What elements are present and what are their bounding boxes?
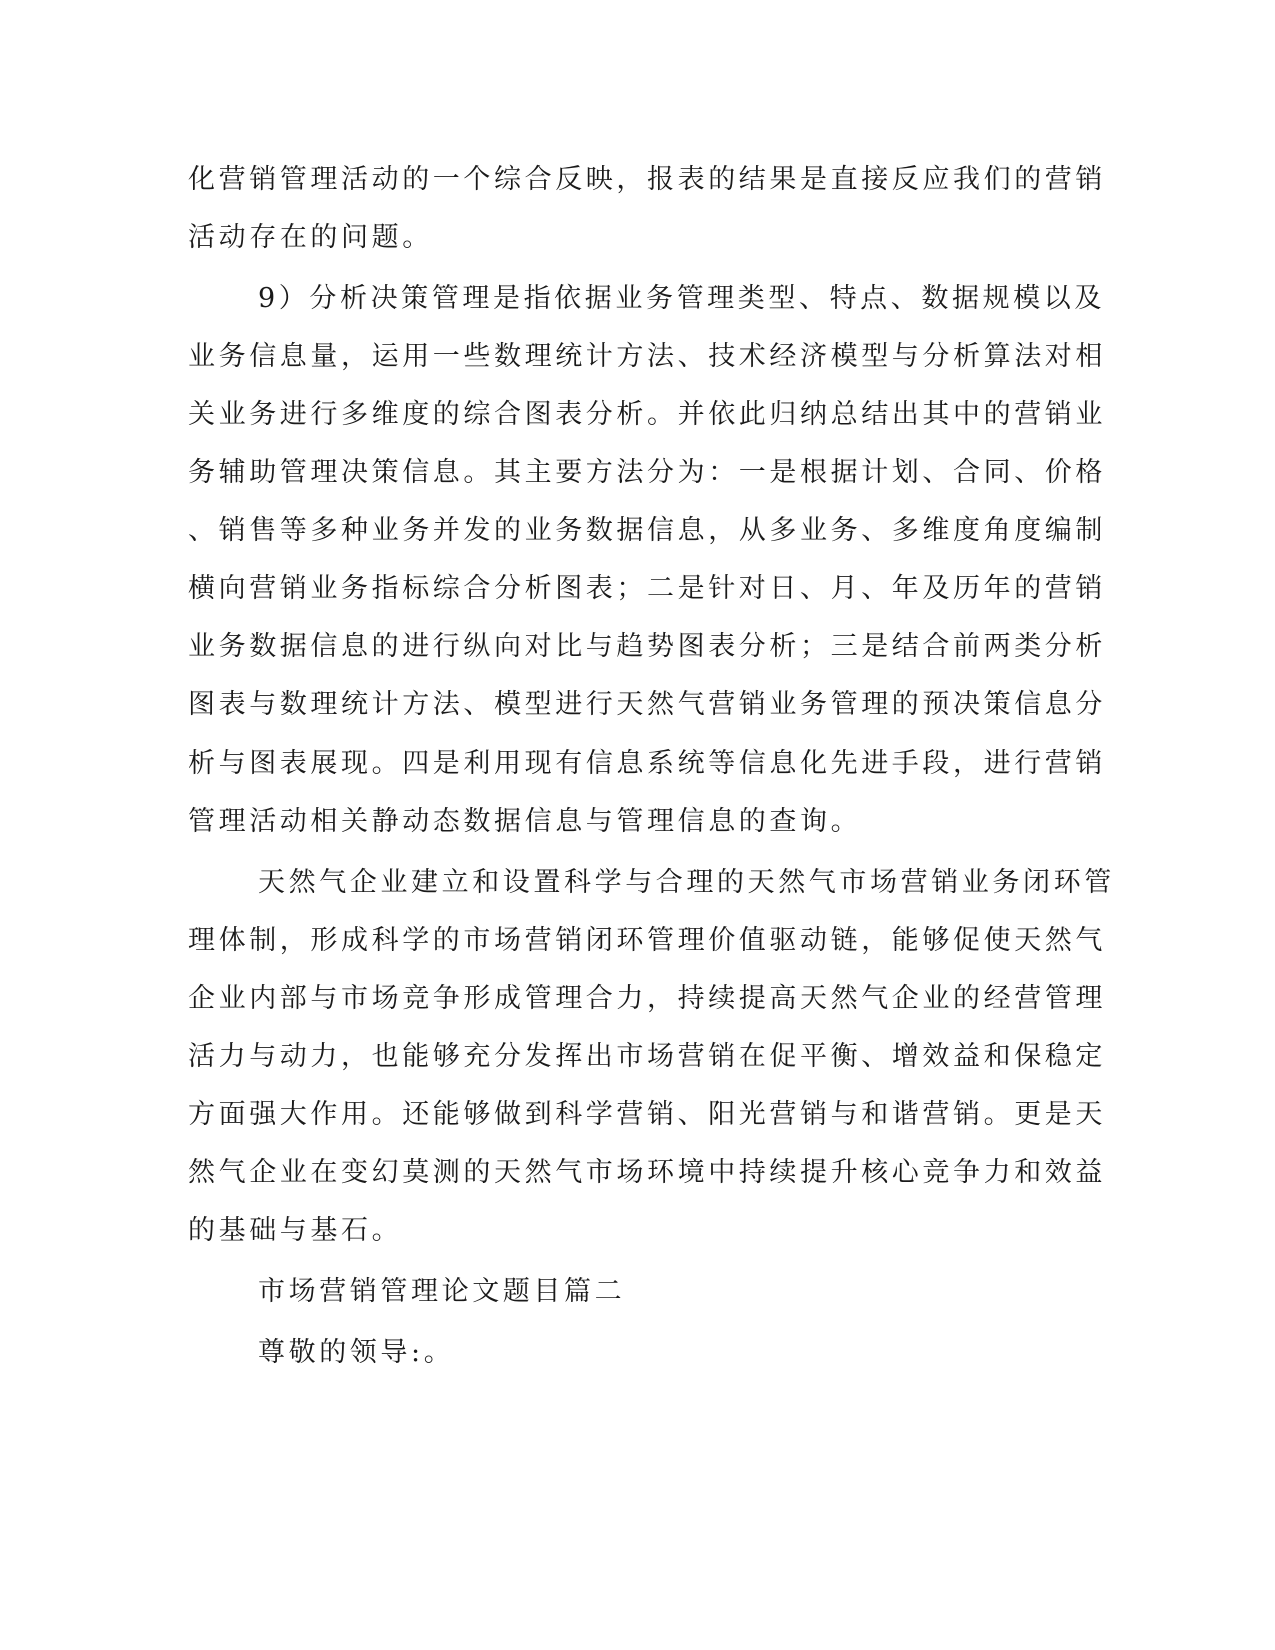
paragraph-line: 析与图表展现。四是利用现有信息系统等信息化先进手段，进行营销 bbox=[188, 748, 1106, 779]
paragraph-line: 业务数据信息的进行纵向对比与趋势图表分析；三是结合前两类分析 bbox=[188, 631, 1106, 662]
paragraph-line: 然气企业在变幻莫测的天然气市场环境中持续提升核心竞争力和效益 bbox=[188, 1157, 1106, 1188]
paragraph-line: 图表与数理统计方法、模型进行天然气营销业务管理的预决策信息分 bbox=[188, 689, 1106, 720]
paragraph-line: 活动存在的问题。 bbox=[188, 222, 433, 253]
paragraph-line: 务辅助管理决策信息。其主要方法分为：一是根据计划、合同、价格 bbox=[188, 457, 1106, 488]
paragraph-line: 的基础与基石。 bbox=[188, 1215, 403, 1246]
paragraph-line: 、销售等多种业务并发的业务数据信息，从多业务、多维度角度编制 bbox=[188, 515, 1106, 546]
paragraph-line: 活力与动力，也能够充分发挥出市场营销在促平衡、增效益和保稳定 bbox=[188, 1041, 1106, 1072]
paragraph-line: 关业务进行多维度的综合图表分析。并依此归纳总结出其中的营销业 bbox=[188, 399, 1106, 430]
paragraph-line: 理体制，形成科学的市场营销闭环管理价值驱动链，能够促使天然气 bbox=[188, 925, 1106, 956]
paragraph-line: 企业内部与市场竞争形成管理合力，持续提高天然气企业的经营管理 bbox=[188, 983, 1106, 1014]
paragraph-line: 化营销管理活动的一个综合反映，报表的结果是直接反应我们的营销 bbox=[188, 164, 1106, 195]
section-heading: 市场营销管理论文题目篇二 bbox=[258, 1276, 626, 1307]
salutation-line: 尊敬的领导:。 bbox=[258, 1337, 455, 1368]
paragraph-line: 业务信息量，运用一些数理统计方法、技术经济模型与分析算法对相 bbox=[188, 341, 1106, 372]
paragraph-line: 管理活动相关静动态数据信息与管理信息的查询。 bbox=[188, 806, 862, 837]
paragraph-line: 9）分析决策管理是指依据业务管理类型、特点、数据规模以及 bbox=[258, 283, 1105, 314]
paragraph-line: 方面强大作用。还能够做到科学营销、阳光营销与和谐营销。更是天 bbox=[188, 1099, 1106, 1130]
paragraph-line: 天然气企业建立和设置科学与合理的天然气市场营销业务闭环管 bbox=[258, 867, 1115, 898]
paragraph-line: 横向营销业务指标综合分析图表；二是针对日、月、年及历年的营销 bbox=[188, 573, 1106, 604]
